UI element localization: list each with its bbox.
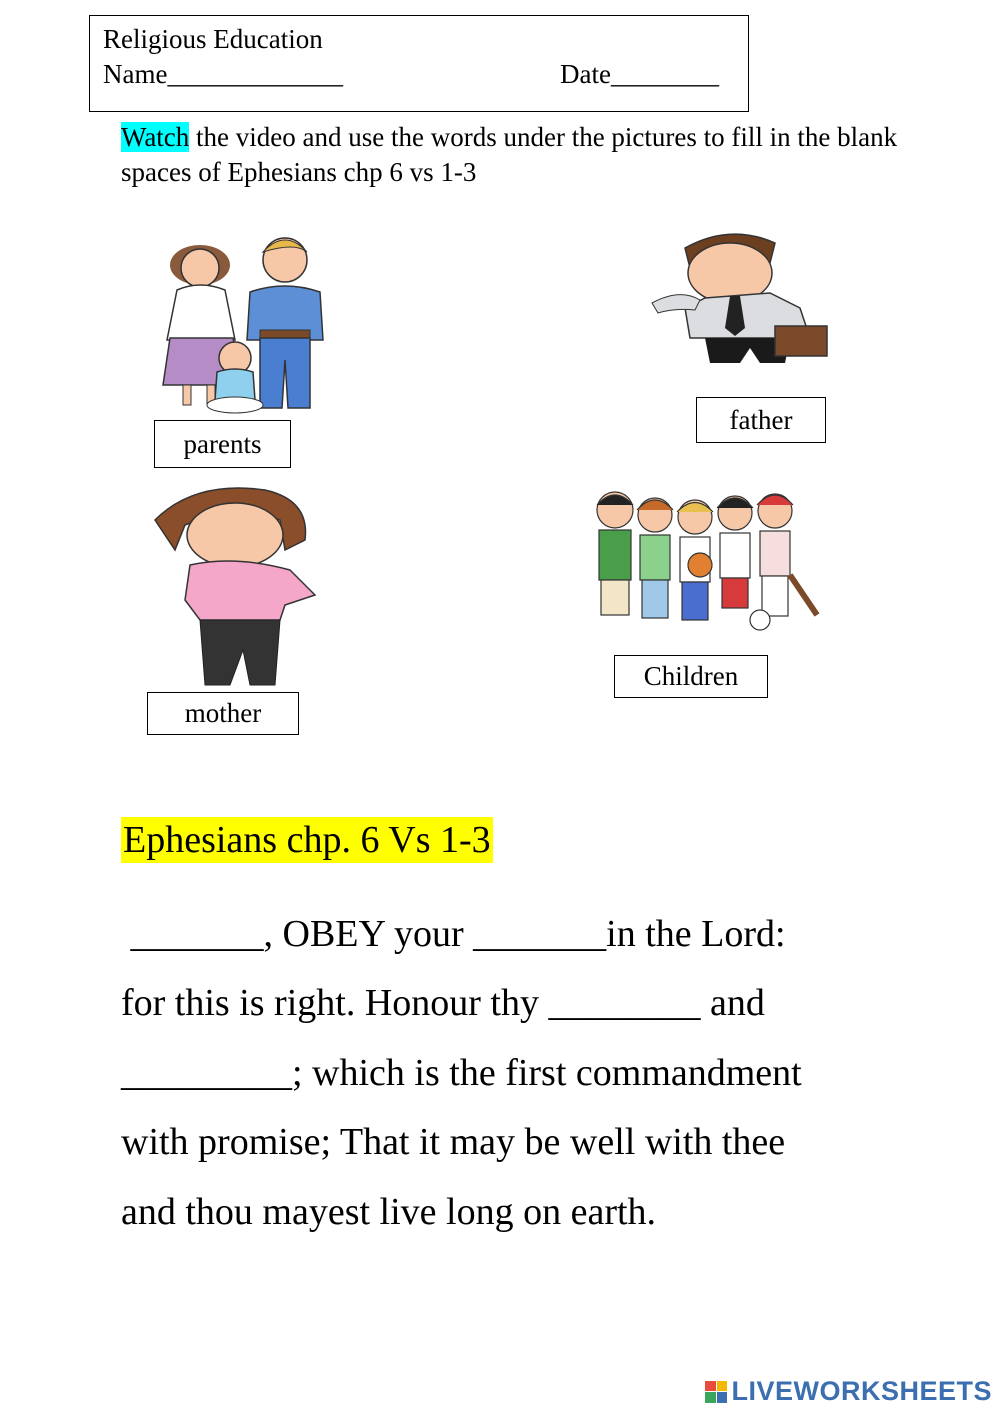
passage-line-3[interactable]: _________; which is the first commandment	[121, 1052, 802, 1094]
name-field[interactable]: Name_____________	[103, 59, 343, 89]
children-illustration	[585, 485, 825, 640]
passage-line-5: and thou mayest live long on earth.	[121, 1191, 657, 1233]
mother-illustration	[145, 480, 325, 690]
label-children: Children	[614, 655, 768, 698]
header-box	[89, 15, 749, 112]
brand-text: LIVEWORKSHEETS	[731, 1376, 992, 1406]
subject-title: Religious Education	[103, 24, 323, 54]
instruction-highlight-word: Watch	[121, 122, 190, 152]
parents-illustration	[155, 230, 335, 415]
label-parents: parents	[154, 420, 291, 468]
label-mother: mother	[147, 692, 299, 735]
date-field[interactable]: Date________	[560, 59, 719, 89]
liveworksheets-logo-icon	[705, 1381, 727, 1403]
father-illustration	[650, 228, 830, 368]
liveworksheets-brand	[705, 1376, 992, 1407]
passage-line-1[interactable]: _______, OBEY your _______in the Lord:	[121, 913, 786, 955]
instructions	[121, 120, 911, 190]
passage-line-4: with promise; That it may be well with thee	[121, 1121, 786, 1163]
label-father: father	[696, 397, 826, 443]
passage-title: Ephesians chp. 6 Vs 1-3	[123, 819, 491, 861]
passage-line-2[interactable]: for this is right. Honour thy ________ and	[121, 982, 765, 1024]
instruction-text: the video and use the words under the pictures to fill in the blank spaces of Ephesians chp 6 vs 1-3	[121, 122, 898, 187]
